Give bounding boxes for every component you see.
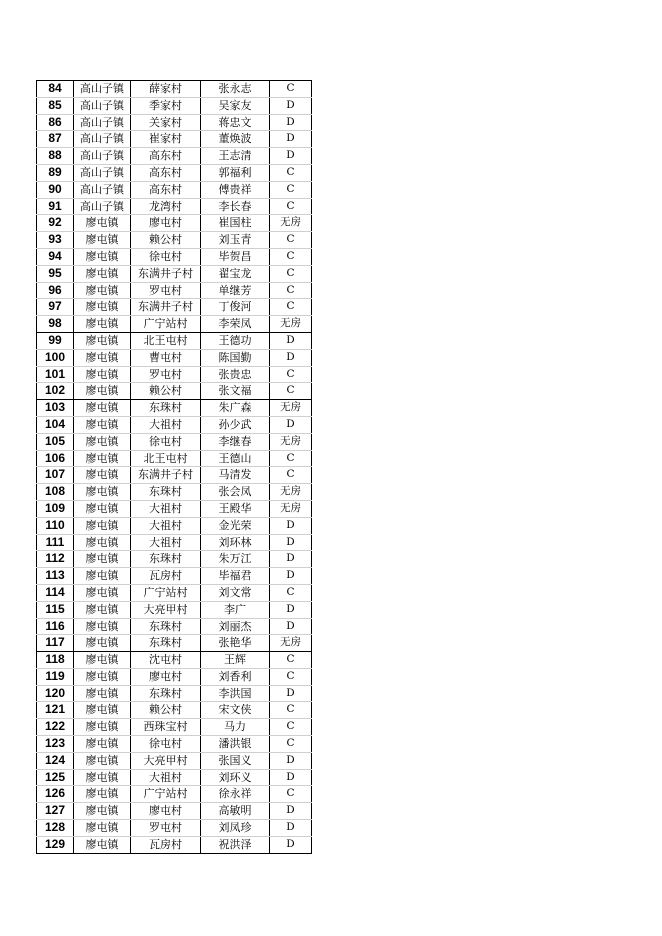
name-cell: 王德功 [201, 332, 270, 349]
village-cell: 瓦房村 [131, 568, 201, 585]
table-row [37, 164, 312, 181]
town-cell: 廖屯镇 [74, 366, 131, 383]
name-cell: 宋文侠 [201, 702, 270, 719]
row-number-cell: 86 [37, 114, 74, 131]
town-cell: 廖屯镇 [74, 484, 131, 501]
town-cell: 廖屯镇 [74, 383, 131, 400]
table-row [37, 836, 312, 853]
village-cell: 东珠村 [131, 551, 201, 568]
table-row [37, 232, 312, 249]
table-row [37, 551, 312, 568]
name-cell: 刘丽杰 [201, 618, 270, 635]
village-cell: 广宁站村 [131, 786, 201, 803]
table-row [37, 114, 312, 131]
town-cell: 廖屯镇 [74, 584, 131, 601]
row-number-cell: 114 [37, 584, 74, 601]
name-cell: 王志清 [201, 148, 270, 165]
table-row [37, 484, 312, 501]
town-cell: 高山子镇 [74, 198, 131, 215]
grade-cell: C [270, 652, 312, 669]
grade-cell: D [270, 517, 312, 534]
town-cell: 廖屯镇 [74, 786, 131, 803]
town-cell: 高山子镇 [74, 148, 131, 165]
village-cell: 西珠宝村 [131, 719, 201, 736]
table-row [37, 215, 312, 232]
row-number-cell: 111 [37, 534, 74, 551]
grade-cell: D [270, 97, 312, 114]
village-cell: 大亮甲村 [131, 752, 201, 769]
table-row [37, 349, 312, 366]
row-number-cell: 90 [37, 181, 74, 198]
row-number-cell: 108 [37, 484, 74, 501]
table-row [37, 248, 312, 265]
village-cell: 徐屯村 [131, 736, 201, 753]
name-cell: 李长春 [201, 198, 270, 215]
town-cell: 廖屯镇 [74, 500, 131, 517]
name-cell: 潘洪银 [201, 736, 270, 753]
grade-cell: C [270, 232, 312, 249]
grade-cell: C [270, 198, 312, 215]
name-cell: 张贵忠 [201, 366, 270, 383]
grade-cell: 无房 [270, 635, 312, 652]
row-number-cell: 104 [37, 416, 74, 433]
village-cell: 北王屯村 [131, 332, 201, 349]
town-cell: 廖屯镇 [74, 752, 131, 769]
grade-cell: D [270, 836, 312, 853]
town-cell: 廖屯镇 [74, 450, 131, 467]
town-cell: 廖屯镇 [74, 685, 131, 702]
town-cell: 廖屯镇 [74, 719, 131, 736]
name-cell: 张永志 [201, 81, 270, 98]
table-row [37, 500, 312, 517]
town-cell: 廖屯镇 [74, 232, 131, 249]
village-cell: 关家村 [131, 114, 201, 131]
table-row [37, 534, 312, 551]
row-number-cell: 91 [37, 198, 74, 215]
name-cell: 丁俊河 [201, 299, 270, 316]
village-cell: 沈屯村 [131, 652, 201, 669]
grade-cell: C [270, 383, 312, 400]
table-row [37, 433, 312, 450]
grade-cell: C [270, 702, 312, 719]
grade-cell: C [270, 299, 312, 316]
town-cell: 廖屯镇 [74, 652, 131, 669]
grade-cell: D [270, 534, 312, 551]
town-cell: 廖屯镇 [74, 349, 131, 366]
village-cell: 高东村 [131, 148, 201, 165]
grade-cell: D [270, 685, 312, 702]
grade-cell: C [270, 265, 312, 282]
village-cell: 赖公村 [131, 232, 201, 249]
name-cell: 王德山 [201, 450, 270, 467]
grade-cell: 无房 [270, 484, 312, 501]
village-cell: 北王屯村 [131, 450, 201, 467]
town-cell: 廖屯镇 [74, 702, 131, 719]
row-number-cell: 121 [37, 702, 74, 719]
village-cell: 大祖村 [131, 416, 201, 433]
row-number-cell: 92 [37, 215, 74, 232]
row-number-cell: 103 [37, 400, 74, 417]
grade-cell: C [270, 668, 312, 685]
row-number-cell: 101 [37, 366, 74, 383]
row-number-cell: 127 [37, 803, 74, 820]
town-cell: 廖屯镇 [74, 820, 131, 837]
row-number-cell: 99 [37, 332, 74, 349]
name-cell: 祝洪泽 [201, 836, 270, 853]
grade-cell: C [270, 786, 312, 803]
name-cell: 张国义 [201, 752, 270, 769]
grade-cell: D [270, 114, 312, 131]
village-cell: 龙湾村 [131, 198, 201, 215]
grade-cell: D [270, 131, 312, 148]
town-cell: 高山子镇 [74, 164, 131, 181]
name-cell: 刘环林 [201, 534, 270, 551]
grade-cell: C [270, 736, 312, 753]
row-number-cell: 94 [37, 248, 74, 265]
grade-cell: D [270, 568, 312, 585]
name-cell: 李继春 [201, 433, 270, 450]
village-cell: 薛家村 [131, 81, 201, 98]
town-cell: 高山子镇 [74, 114, 131, 131]
row-number-cell: 89 [37, 164, 74, 181]
village-cell: 高东村 [131, 181, 201, 198]
name-cell: 蒋忠文 [201, 114, 270, 131]
town-cell: 廖屯镇 [74, 433, 131, 450]
village-cell: 东珠村 [131, 635, 201, 652]
table-row [37, 97, 312, 114]
table-row [37, 568, 312, 585]
grade-cell: D [270, 601, 312, 618]
row-number-cell: 120 [37, 685, 74, 702]
table-row [37, 400, 312, 417]
grade-cell: D [270, 820, 312, 837]
table-row [37, 769, 312, 786]
town-cell: 廖屯镇 [74, 416, 131, 433]
grade-cell: C [270, 81, 312, 98]
table-row [37, 736, 312, 753]
grade-cell: C [270, 282, 312, 299]
row-number-cell: 129 [37, 836, 74, 853]
village-cell: 赖公村 [131, 383, 201, 400]
table-row [37, 584, 312, 601]
table-row [37, 719, 312, 736]
town-cell: 廖屯镇 [74, 517, 131, 534]
town-cell: 廖屯镇 [74, 568, 131, 585]
row-number-cell: 87 [37, 131, 74, 148]
table-row [37, 685, 312, 702]
row-number-cell: 118 [37, 652, 74, 669]
name-cell: 刘凤珍 [201, 820, 270, 837]
village-cell: 东珠村 [131, 618, 201, 635]
table-row [37, 81, 312, 98]
name-cell: 刘文常 [201, 584, 270, 601]
village-cell: 曹屯村 [131, 349, 201, 366]
town-cell: 廖屯镇 [74, 248, 131, 265]
grade-cell: C [270, 248, 312, 265]
row-number-cell: 102 [37, 383, 74, 400]
village-cell: 徐屯村 [131, 433, 201, 450]
village-cell: 大祖村 [131, 500, 201, 517]
village-cell: 罗屯村 [131, 366, 201, 383]
grade-cell: D [270, 332, 312, 349]
table-row [37, 265, 312, 282]
name-cell: 王殿华 [201, 500, 270, 517]
table-row [37, 282, 312, 299]
village-cell: 东珠村 [131, 400, 201, 417]
grade-cell: 无房 [270, 433, 312, 450]
town-cell: 廖屯镇 [74, 736, 131, 753]
table-row [37, 635, 312, 652]
name-cell: 徐永祥 [201, 786, 270, 803]
name-cell: 朱万江 [201, 551, 270, 568]
table-row [37, 181, 312, 198]
name-cell: 毕贺昌 [201, 248, 270, 265]
town-cell: 廖屯镇 [74, 299, 131, 316]
table-row [37, 467, 312, 484]
name-cell: 单继芳 [201, 282, 270, 299]
town-cell: 高山子镇 [74, 81, 131, 98]
name-cell: 李荣凤 [201, 316, 270, 333]
town-cell: 廖屯镇 [74, 769, 131, 786]
row-number-cell: 124 [37, 752, 74, 769]
village-cell: 赖公村 [131, 702, 201, 719]
grade-cell: D [270, 148, 312, 165]
name-cell: 金光荣 [201, 517, 270, 534]
grade-cell: D [270, 349, 312, 366]
name-cell: 孙少武 [201, 416, 270, 433]
name-cell: 董焕波 [201, 131, 270, 148]
row-number-cell: 107 [37, 467, 74, 484]
village-cell: 东珠村 [131, 685, 201, 702]
name-cell: 张文福 [201, 383, 270, 400]
row-number-cell: 113 [37, 568, 74, 585]
grade-cell: 无房 [270, 500, 312, 517]
row-number-cell: 128 [37, 820, 74, 837]
table-row [37, 148, 312, 165]
village-cell: 高东村 [131, 164, 201, 181]
row-number-cell: 112 [37, 551, 74, 568]
town-cell: 廖屯镇 [74, 534, 131, 551]
village-cell: 廖屯村 [131, 215, 201, 232]
table-row [37, 786, 312, 803]
grade-cell: D [270, 551, 312, 568]
table-row [37, 652, 312, 669]
village-cell: 东满井子村 [131, 265, 201, 282]
table-row [37, 601, 312, 618]
grade-cell: 无房 [270, 215, 312, 232]
name-cell: 翟宝龙 [201, 265, 270, 282]
name-cell: 刘玉青 [201, 232, 270, 249]
name-cell: 张艳华 [201, 635, 270, 652]
row-number-cell: 116 [37, 618, 74, 635]
village-cell: 徐屯村 [131, 248, 201, 265]
grade-cell: 无房 [270, 316, 312, 333]
row-number-cell: 84 [37, 81, 74, 98]
town-cell: 廖屯镇 [74, 467, 131, 484]
town-cell: 廖屯镇 [74, 668, 131, 685]
town-cell: 廖屯镇 [74, 400, 131, 417]
name-cell: 朱广森 [201, 400, 270, 417]
table-row [37, 618, 312, 635]
town-cell: 廖屯镇 [74, 618, 131, 635]
row-number-cell: 109 [37, 500, 74, 517]
name-cell: 高敏明 [201, 803, 270, 820]
table-row [37, 702, 312, 719]
row-number-cell: 123 [37, 736, 74, 753]
spreadsheet-page [36, 80, 311, 854]
town-cell: 廖屯镇 [74, 282, 131, 299]
name-cell: 李洪国 [201, 685, 270, 702]
table-body [37, 81, 312, 854]
name-cell: 刘香利 [201, 668, 270, 685]
table-row [37, 366, 312, 383]
table-row [37, 383, 312, 400]
town-cell: 廖屯镇 [74, 265, 131, 282]
name-cell: 王辉 [201, 652, 270, 669]
name-cell: 崔国柱 [201, 215, 270, 232]
table-row [37, 752, 312, 769]
town-cell: 廖屯镇 [74, 635, 131, 652]
village-cell: 季家村 [131, 97, 201, 114]
village-cell: 东满井子村 [131, 299, 201, 316]
grade-cell: C [270, 467, 312, 484]
grade-cell: C [270, 450, 312, 467]
village-cell: 大亮甲村 [131, 601, 201, 618]
table-row [37, 131, 312, 148]
name-cell: 马力 [201, 719, 270, 736]
row-number-cell: 125 [37, 769, 74, 786]
row-number-cell: 96 [37, 282, 74, 299]
row-number-cell: 98 [37, 316, 74, 333]
town-cell: 廖屯镇 [74, 803, 131, 820]
village-cell: 东珠村 [131, 484, 201, 501]
table-row [37, 316, 312, 333]
village-cell: 崔家村 [131, 131, 201, 148]
row-number-cell: 93 [37, 232, 74, 249]
town-cell: 廖屯镇 [74, 836, 131, 853]
grade-cell: C [270, 181, 312, 198]
village-cell: 大祖村 [131, 534, 201, 551]
table-row [37, 517, 312, 534]
row-number-cell: 97 [37, 299, 74, 316]
name-cell: 吴家友 [201, 97, 270, 114]
grade-cell: C [270, 164, 312, 181]
row-number-cell: 95 [37, 265, 74, 282]
name-cell: 郭福利 [201, 164, 270, 181]
village-cell: 罗屯村 [131, 820, 201, 837]
town-cell: 廖屯镇 [74, 601, 131, 618]
name-cell: 李广 [201, 601, 270, 618]
village-cell: 广宁站村 [131, 584, 201, 601]
town-cell: 廖屯镇 [74, 551, 131, 568]
village-cell: 大祖村 [131, 517, 201, 534]
table-row [37, 198, 312, 215]
village-cell: 廖屯村 [131, 668, 201, 685]
row-number-cell: 106 [37, 450, 74, 467]
row-number-cell: 115 [37, 601, 74, 618]
name-cell: 傅贵祥 [201, 181, 270, 198]
table-row [37, 416, 312, 433]
row-number-cell: 119 [37, 668, 74, 685]
name-cell: 马清发 [201, 467, 270, 484]
village-cell: 东满井子村 [131, 467, 201, 484]
grade-cell: C [270, 719, 312, 736]
row-number-cell: 122 [37, 719, 74, 736]
name-cell: 张会凤 [201, 484, 270, 501]
town-cell: 廖屯镇 [74, 332, 131, 349]
row-number-cell: 88 [37, 148, 74, 165]
name-cell: 陈国勤 [201, 349, 270, 366]
grade-cell: C [270, 366, 312, 383]
row-number-cell: 100 [37, 349, 74, 366]
village-cell: 罗屯村 [131, 282, 201, 299]
table-row [37, 450, 312, 467]
grade-cell: D [270, 618, 312, 635]
row-number-cell: 105 [37, 433, 74, 450]
row-number-cell: 126 [37, 786, 74, 803]
village-cell: 广宁站村 [131, 316, 201, 333]
village-cell: 廖屯村 [131, 803, 201, 820]
town-cell: 廖屯镇 [74, 215, 131, 232]
town-cell: 高山子镇 [74, 131, 131, 148]
grade-cell: C [270, 584, 312, 601]
row-number-cell: 110 [37, 517, 74, 534]
village-cell: 瓦房村 [131, 836, 201, 853]
table-row [37, 803, 312, 820]
name-cell: 刘环义 [201, 769, 270, 786]
town-cell: 高山子镇 [74, 181, 131, 198]
town-cell: 廖屯镇 [74, 316, 131, 333]
grade-cell: D [270, 416, 312, 433]
name-cell: 毕福君 [201, 568, 270, 585]
table-row [37, 820, 312, 837]
table-row [37, 668, 312, 685]
village-cell: 大祖村 [131, 769, 201, 786]
row-number-cell: 85 [37, 97, 74, 114]
grade-cell: D [270, 752, 312, 769]
table-row [37, 299, 312, 316]
table-row [37, 332, 312, 349]
grade-cell: D [270, 803, 312, 820]
town-cell: 高山子镇 [74, 97, 131, 114]
housing-grade-table [36, 80, 312, 854]
grade-cell: D [270, 769, 312, 786]
grade-cell: 无房 [270, 400, 312, 417]
row-number-cell: 117 [37, 635, 74, 652]
